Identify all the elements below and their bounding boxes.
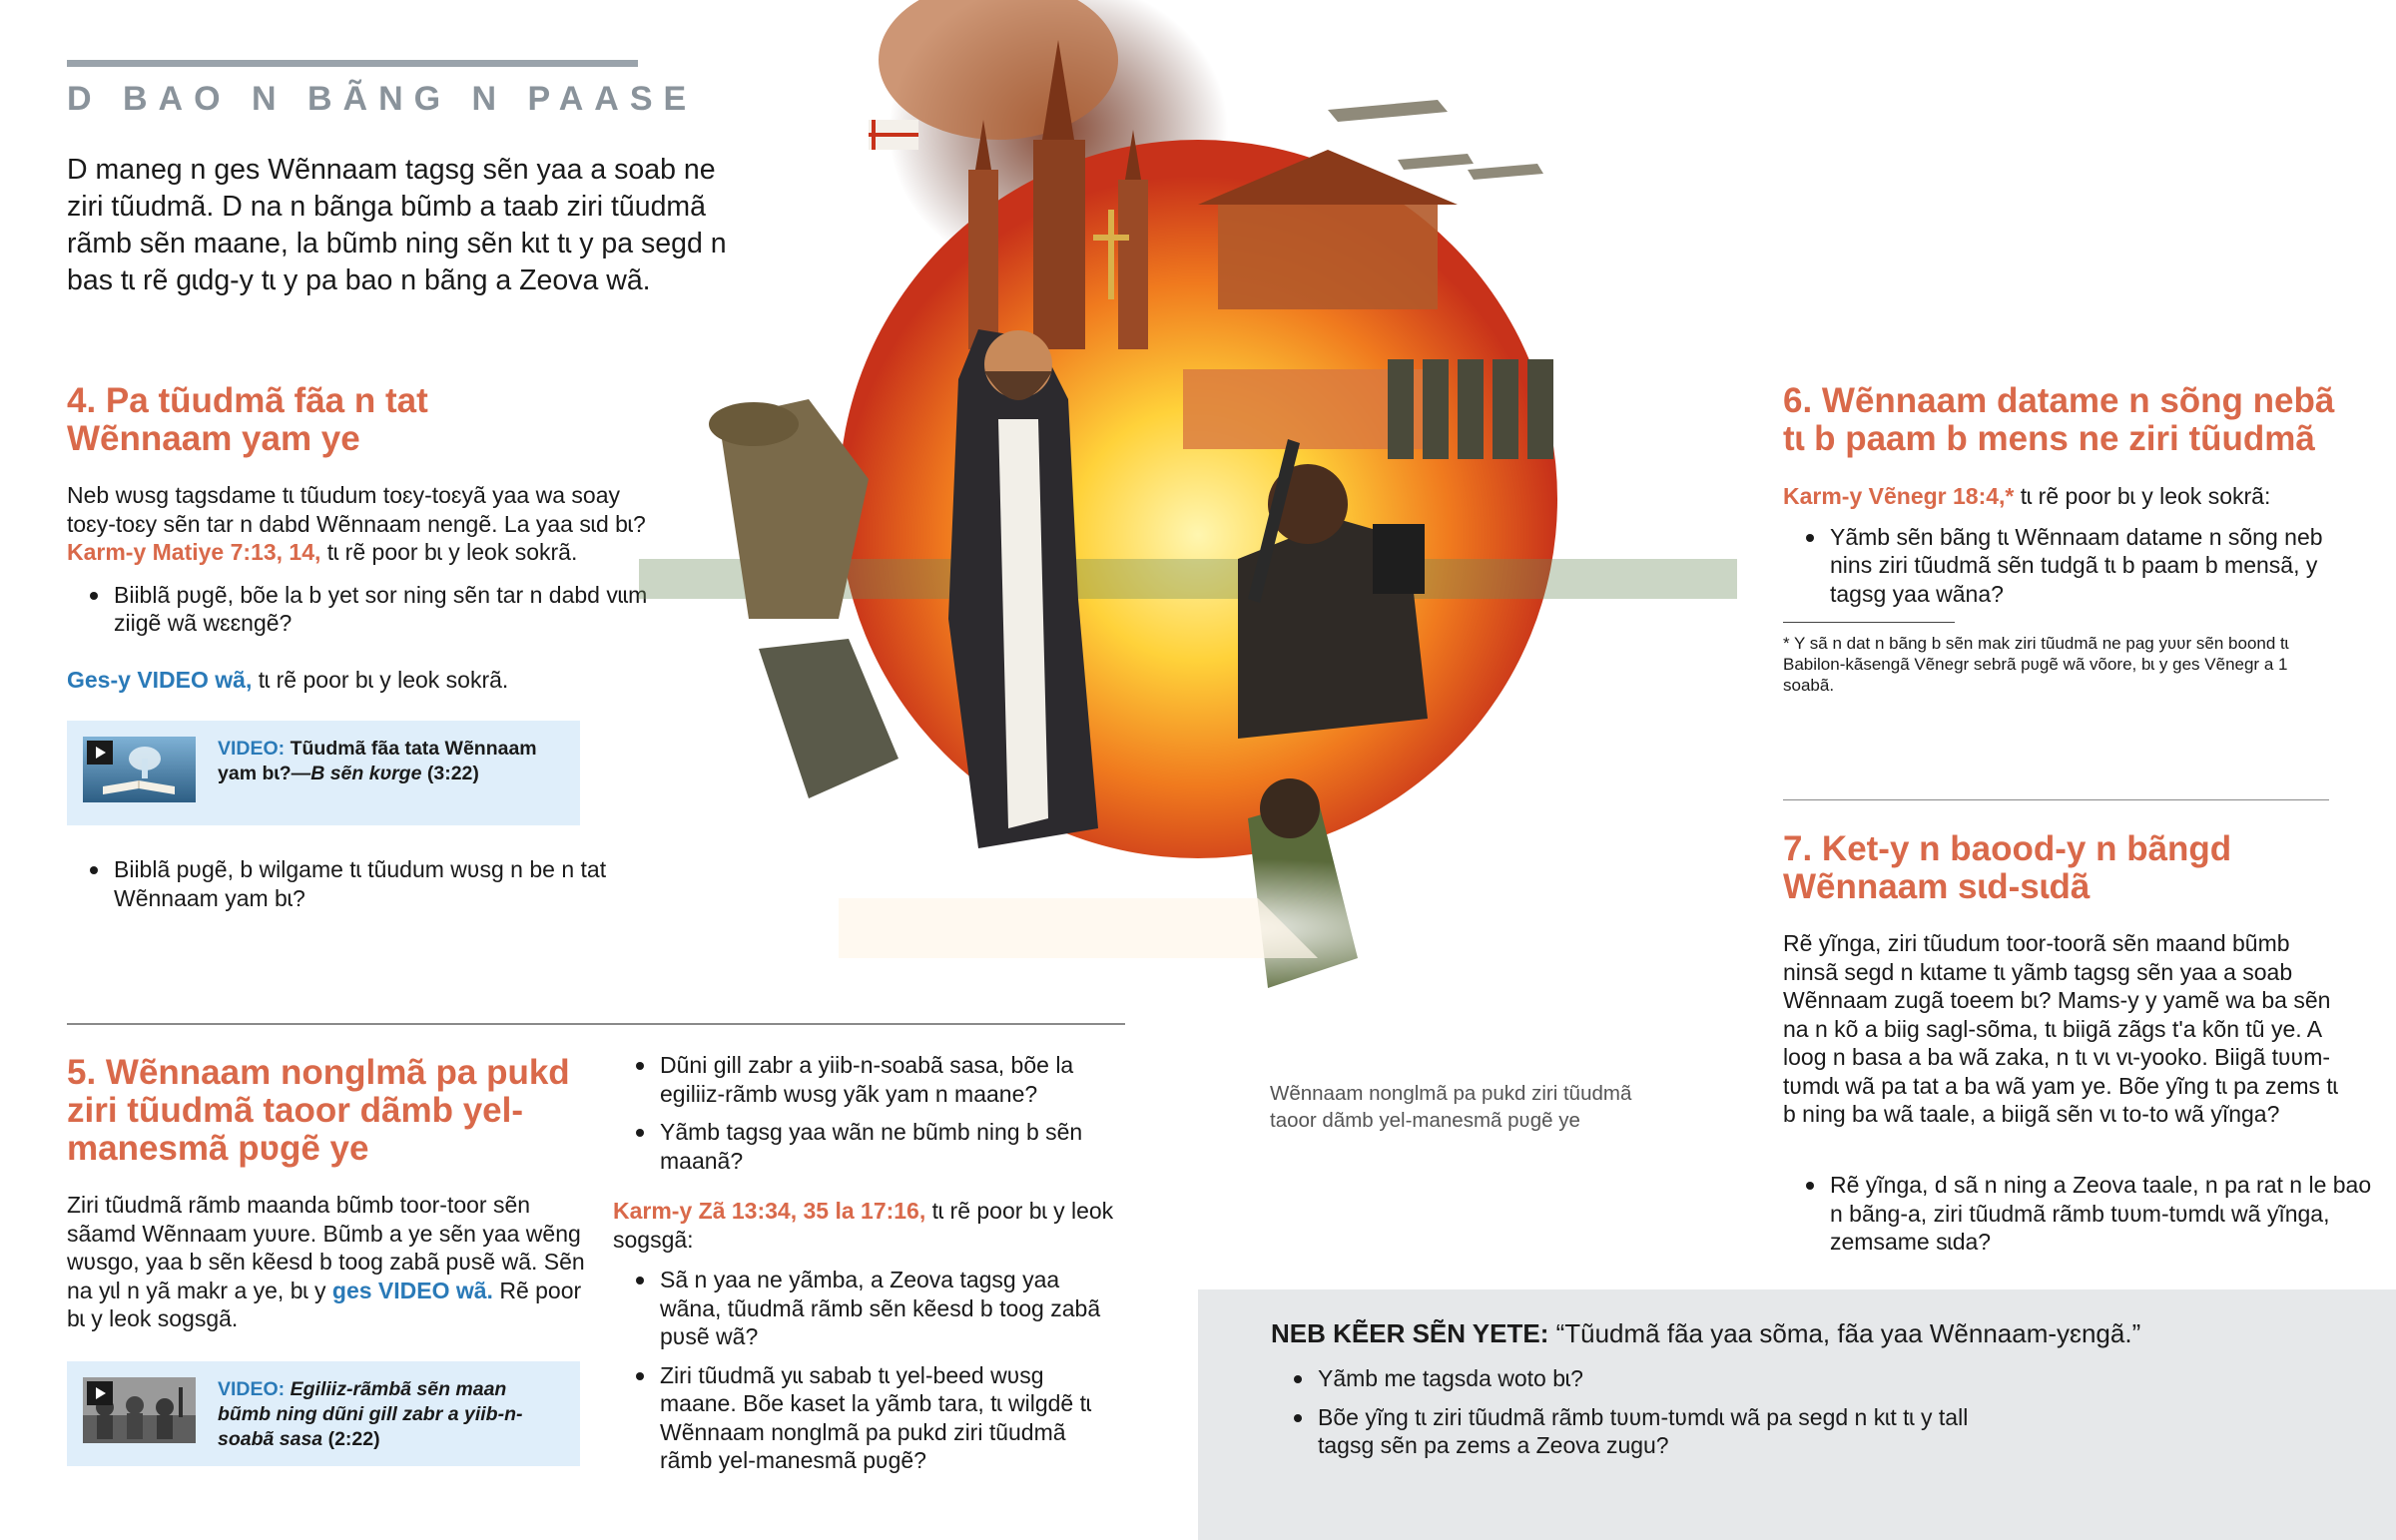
video-box-1[interactable] xyxy=(67,721,580,825)
question-item: Ziri tũudmã yɩɩ sabab tɩ yel-beed wʋsg maane. Bõe kaset la yãmb tara, tɩ wilgdẽ tɩ Wẽnnaam nonglmã pa pukd ziri tũudmã rãmb yel-manesmã pʋgẽ? xyxy=(660,1361,1117,1475)
scripture-ref-john[interactable]: Karm-y Zã 13:34, 35 la 17:16, xyxy=(613,1198,926,1224)
section-4-paragraph: Neb wʋsg tagsdame tɩ tũudum toɛy-toɛyã yaa wa soay toɛy-toɛy sẽn tar n dabd Wẽnnaam nengẽ. La yaa sɩd bɩ? xyxy=(67,482,646,537)
section-5-questions-b xyxy=(613,1266,1117,1475)
section-4-title: 4. Pa tũudmã fãa n tat Wẽnnaam yam ye xyxy=(67,381,428,458)
section-5-title: 5. Wẽnnaam nonglmã pa pukd ziri tũudmã taoor dãmb yel-manesmã pʋgẽ ye xyxy=(67,1053,570,1168)
section-6-title: 6. Wẽnnaam datame n sõng nebã tɩ b paam b mens ne ziri tũudmã xyxy=(1783,381,2335,458)
section-4-questions-b xyxy=(67,855,653,922)
summary-quote: “Tũudmã fãa yaa sõma, fãa yaa Wẽnnaam-yɛngã.” xyxy=(1548,1318,2141,1348)
section-6-questions xyxy=(1783,523,2342,609)
video-box-2[interactable] xyxy=(67,1361,580,1466)
video-link[interactable]: Ges-y VIDEO wã, xyxy=(67,666,253,693)
question-item: Biiblã pʋgẽ, b wilgame tɩ tũudum wʋsg n be n tat Wẽnnaam yam bɩ? xyxy=(114,855,653,912)
footnote-rule xyxy=(1783,622,1955,623)
question-item: Biiblã pʋgẽ, bõe la b yet sor ning sẽn tar n dabd vɩɩm ziigẽ wã wɛɛngẽ? xyxy=(114,581,666,638)
footnote: * Y sã n dat n bãng b sẽn mak ziri tũudmã ne pag yʋʋr sẽn boond tɩ Babilon-kãsengã Vẽnegr sebrã pʋgẽ wã võore, bɩ y ges Vẽnegr a 1 soabã. xyxy=(1783,634,2289,695)
video-title-italic: B sẽn kʋrge xyxy=(310,763,422,784)
video-title-2 xyxy=(218,1377,564,1452)
section-4-body xyxy=(67,481,666,694)
summary-label: NEB KẼER SẼN YETE: xyxy=(1271,1318,1549,1348)
section-5-ref-line xyxy=(613,1197,1117,1254)
section-4-questions-a xyxy=(67,581,666,638)
section-7-paragraph: Rẽ yĩnga, ziri tũudum toor-toorã sẽn maand bũmb ninsã segd n kɩtame tɩ yãmb tagsg sẽn yaa a soab Wẽnnaam zugã toeem bɩ? Mams-y y yamẽ wa ba sẽn na n kõ a biig sagl-sõma, tɩ biigã zãgs t'a kõn tũ ye. A loog n basa a ba wã zaka, n tɩ vɩ vɩ-yooko. Biigã tʋʋm-tʋmdɩ wã pa tat a ba wã yam ye. Bõe yĩng tɩ pa zems tɩ b ning ba wã taale, a biigã sẽn vɩ to-to wã yĩnga? xyxy=(1783,930,2338,1127)
video-title-1 xyxy=(218,737,564,786)
video-thumbnail[interactable] xyxy=(83,737,196,802)
question-item: Yãmb me tagsda woto bɩ? xyxy=(1318,1364,2017,1393)
ref-instruction: tɩ rẽ poor bɩ y leok sokrã: xyxy=(2014,483,2271,509)
video-link[interactable]: ges VIDEO wã. xyxy=(331,1277,493,1303)
video-title-text: Tũudmã fãa tata Wẽnnaam yam bɩ?— xyxy=(218,738,537,784)
play-icon[interactable] xyxy=(87,1381,113,1405)
section-5-text-a: Ziri tũudmã rãmb maanda bũmb toor-toor sẽn sãamd Wẽnnaam yʋʋre. Bũmb a ye sẽn yaa wẽng wʋsgo, yaa b sẽn kẽesd b toog zabã pʋsẽ wã. Sẽn na yɩl n yã makr a ye, bɩ y xyxy=(67,1192,585,1303)
question-item: Yãmb tagsg yaa wãn ne bũmb ning b sẽn maanã? xyxy=(660,1118,1117,1175)
section-5-text-b: Rẽ poor bɩ y leok sogsgã. xyxy=(67,1277,582,1331)
video-thumbnail[interactable] xyxy=(83,1377,196,1443)
section-4-ref-line xyxy=(67,538,666,567)
summary-statement xyxy=(1271,1317,2369,1349)
question-item: Yãmb sẽn bãng tɩ Wẽnnaam datame n sõng neb nins ziri tũudmã sẽn tudgã tɩ b paam b mensã, y tagsg yaa wãna? xyxy=(1830,523,2342,609)
video-duration: (3:22) xyxy=(421,763,479,784)
ref-instruction: tɩ rẽ poor bɩ y leok sogsgã: xyxy=(613,1198,1114,1253)
illustration-caption: Wẽnnaam nonglmã pa pukd ziri tũudmã taoor dãmb yel-manesmã pʋgẽ ye xyxy=(1270,1082,1632,1132)
section-5-paragraph xyxy=(67,1191,586,1333)
summary-questions xyxy=(1271,1364,2017,1470)
religion-war-illustration xyxy=(639,0,1737,1058)
video-instruction: tɩ rẽ poor bɩ y leok sokrã. xyxy=(252,666,509,693)
section-7-questions xyxy=(1783,1171,2389,1267)
video-label: VIDEO: xyxy=(218,738,286,760)
video-title-text: Egiliiz-rãmbã sẽn maan bũmb ning dũni gill zabr a yiib-n-soabã sasa xyxy=(218,1378,523,1450)
section-4-video-line xyxy=(67,666,666,695)
ref-instruction: tɩ rẽ poor bɩ y leok sokrã. xyxy=(320,539,578,565)
section-5-right-column xyxy=(613,1051,1117,1485)
scripture-ref-matthew[interactable]: Karm-y Matiye 7:13, 14, xyxy=(67,539,321,565)
section-6-body xyxy=(1783,482,2342,618)
section-kicker: D BAO N BÃNG N PAASE xyxy=(67,80,698,118)
section-divider xyxy=(1783,799,2329,800)
intro-paragraph: D maneg n ges Wẽnnaam tagsg sẽn yaa a soab ne ziri tũudmã. D na n bãnga bũmb a taab ziri tũudmã rãmb sẽn maane, la bũmb ning sẽn kɩt tɩ y pa segd n bas tɩ rẽ gɩdg-y tɩ y pa bao n bãng a Zeova wã. xyxy=(67,154,727,296)
video-label: VIDEO: xyxy=(218,1378,286,1400)
question-item: Dũni gill zabr a yiib-n-soabã sasa, bõe la egiliiz-rãmb wʋsg yãk yam n maane? xyxy=(660,1051,1117,1108)
header-rule xyxy=(67,60,638,67)
section-7-title: 7. Ket-y n baood-y n bãngd Wẽnnaam sɩd-sɩdã xyxy=(1783,829,2232,906)
scripture-ref-revelation[interactable]: Karm-y Vẽnegr 18:4,* xyxy=(1783,483,2015,509)
section-5-questions-a xyxy=(613,1051,1117,1175)
section-6-ref-line xyxy=(1783,482,2342,511)
video-duration: (2:22) xyxy=(322,1428,380,1450)
play-icon[interactable] xyxy=(87,741,113,765)
question-item: Bõe yĩng tɩ ziri tũudmã rãmb tʋʋm-tʋmdɩ wã pa segd n kɩt tɩ y tall tagsg sẽn pa zems a Zeova zugu? xyxy=(1318,1403,2017,1460)
question-item: Rẽ yĩnga, d sã n ning a Zeova taale, n pa rat n le bao n bãng-a, ziri tũudmã rãmb tʋʋm-tʋmdɩ wã yĩnga, zemsame sɩda? xyxy=(1830,1171,2389,1257)
question-item: Sã n yaa ne yãmba, a Zeova tagsg yaa wãna, tũudmã rãmb sẽn kẽesd b toog zabã pʋsẽ wã? xyxy=(660,1266,1117,1351)
